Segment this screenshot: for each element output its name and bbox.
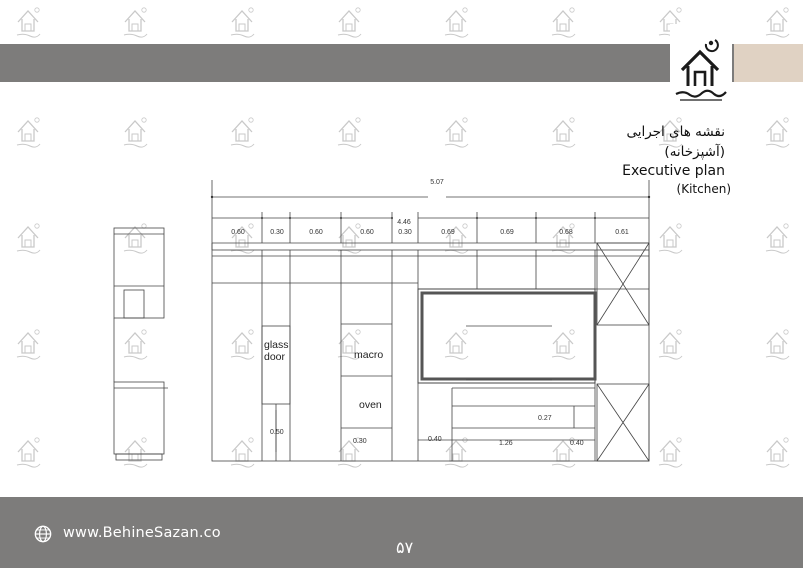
page-title-en: Executive plan bbox=[622, 163, 725, 179]
dim-bay-4: 0.60 bbox=[360, 229, 374, 236]
bay-dimensions bbox=[231, 229, 629, 236]
dim-overall: 5.07 bbox=[430, 179, 444, 186]
dim-lower-gap-a: 0.40 bbox=[428, 436, 442, 443]
dim-lower-height: 0.30 bbox=[353, 438, 367, 445]
dim-sub-overall: 4.46 bbox=[397, 219, 411, 226]
dim-bay-7: 0.69 bbox=[500, 229, 514, 236]
page-subtitle-fa: (آشپزخانه) bbox=[664, 144, 725, 160]
dim-lower-gap-b: 0.40 bbox=[570, 440, 584, 447]
dim-bay-8: 0.68 bbox=[559, 229, 573, 236]
label-glass: glass bbox=[264, 339, 289, 351]
dim-drawer-height: 0.27 bbox=[538, 415, 552, 422]
dim-bay-3: 0.60 bbox=[309, 229, 323, 236]
dim-bay-6: 0.69 bbox=[441, 229, 455, 236]
page-number: ۵۷ bbox=[396, 538, 414, 557]
label-door: door bbox=[264, 351, 286, 363]
dim-bay-9: 0.61 bbox=[615, 229, 629, 236]
website-link[interactable]: www.BehineSazan.co bbox=[63, 525, 221, 541]
side-section bbox=[114, 228, 168, 460]
dimension-ticks bbox=[211, 196, 650, 219]
dim-bay-1: 0.60 bbox=[231, 229, 245, 236]
dim-bay-2: 0.30 bbox=[270, 229, 284, 236]
dim-glass-door-height: 0.50 bbox=[270, 429, 284, 436]
page-subtitle-en: (Kitchen) bbox=[676, 182, 731, 196]
globe-icon bbox=[34, 525, 52, 543]
dim-lower-width: 1.26 bbox=[499, 440, 513, 447]
label-macro: macro bbox=[354, 349, 384, 361]
dim-bay-5: 0.30 bbox=[398, 229, 412, 236]
page-title-fa: نقشه های اجرایی bbox=[626, 124, 725, 140]
label-oven: oven bbox=[359, 399, 382, 411]
